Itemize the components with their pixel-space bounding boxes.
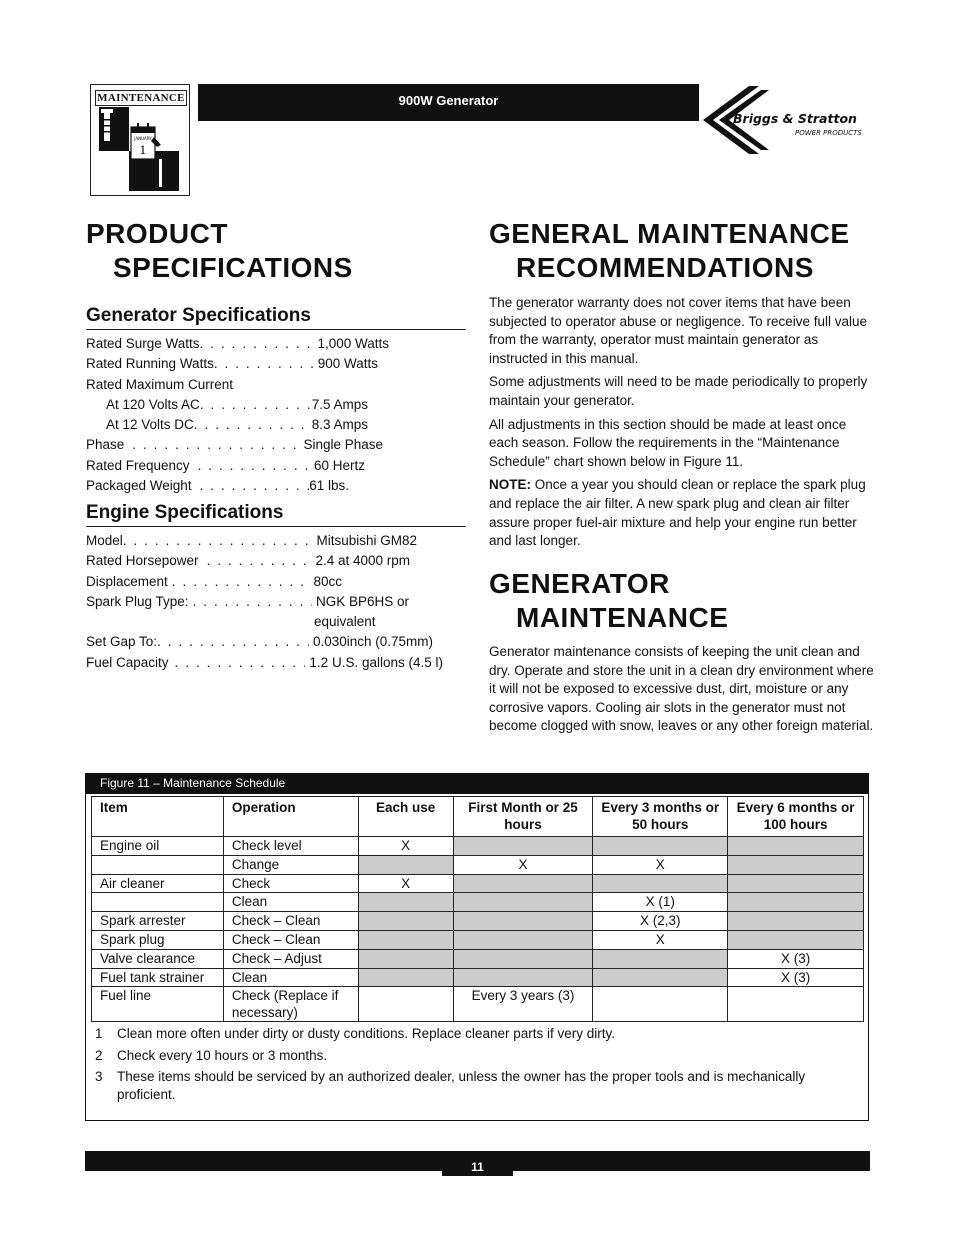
table-row [92,893,864,912]
table-row [92,949,864,968]
operation-cell: Clean [223,968,358,987]
generator-maintenance-heading: GENERATOR MAINTENANCE [489,568,729,633]
interval-cell [358,968,453,987]
maintenance-schedule-table [91,796,864,1022]
table-row [92,930,864,949]
interval-cell [453,893,593,912]
footnote: 2 Check every 10 hours or 3 months. [95,1047,328,1063]
item-cell: Spark plug [92,930,224,949]
table-row [92,837,864,856]
engine-specifications-heading: Engine Specifications [86,502,284,523]
maintenance-icon [90,84,190,196]
svg-text:JANUARY: JANUARY [134,136,152,141]
spec-row: Set Gap To: . . . 0.030inch (0.75mm) [86,632,433,652]
spec-row: At 12 Volts DC . . . 8.3 Amps [86,415,368,435]
interval-cell [453,968,593,987]
interval-cell [728,930,864,949]
interval-cell [593,949,728,968]
paragraph: Some adjustments will need to be made periodically to properly maintain your generator. [489,374,868,408]
page-number: 11 [442,1151,513,1176]
interval-cell [728,874,864,893]
generator-maintenance-text [489,643,874,741]
interval-cell: X [358,837,453,856]
interval-cell [453,930,593,949]
table-row [92,912,864,931]
svg-text:1: 1 [139,144,147,157]
interval-cell [728,987,864,1022]
note-label: NOTE: [489,477,531,493]
item-cell: Engine oil [92,837,224,856]
interval-cell [358,893,453,912]
interval-cell [453,837,593,856]
paragraph: The generator warranty does not cover items that have been subjected to operator abuse or negligence. To receive full value from the warranty, operator must maintain generator as instructed in this manual. [489,295,867,366]
document-title-bar: 900W Generator [198,84,699,121]
interval-cell: X [593,930,728,949]
generator-specifications-heading: Generator Specifications [86,305,311,326]
general-maintenance-heading: GENERAL MAINTENANCE RECOMMENDATIONS [489,218,850,283]
operation-cell: Clean [223,893,358,912]
interval-cell: X [358,874,453,893]
item-cell: Air cleaner [92,874,224,893]
interval-cell: X (3) [728,968,864,987]
spec-row: equivalent [314,614,376,630]
engine-specs-list [86,531,458,673]
paragraph: Generator maintenance consists of keeping the unit clean and dry. Operate and store the unit in a clean dry environment where it will not be exposed to excessive dust, dirt, moisture or any corrosive vapors. Cooling air slots in the generator must not become clogged with snow, leaves or any other foreign material. [489,644,874,734]
divider [86,329,466,330]
interval-cell [728,855,864,874]
interval-cell: X (1) [593,893,728,912]
item-cell [92,893,224,912]
general-maintenance-text [489,294,874,556]
spec-row: Packaged Weight . . . 61 lbs. [86,476,349,496]
operation-cell: Check level [223,837,358,856]
column-header: Item [92,797,224,837]
spec-row: Rated Surge Watts . . . 1,000 Watts [86,334,389,354]
spec-row: Fuel Capacity . . . 1.2 U.S. gallons (4.5 l) [86,653,443,673]
table-header-row [92,797,864,837]
interval-cell: X (3) [728,949,864,968]
interval-cell [728,912,864,931]
operation-cell: Change [223,855,358,874]
interval-cell [358,855,453,874]
interval-cell [728,893,864,912]
svg-text:POWER PRODUCTS: POWER PRODUCTS [795,129,862,137]
interval-cell: X [593,855,728,874]
interval-cell [728,837,864,856]
product-specifications-heading: PRODUCT SPECIFICATIONS [86,218,353,283]
interval-cell [453,874,593,893]
table-row [92,855,864,874]
spec-row: Spark Plug Type: . . . NGK BP6HS or [86,592,409,612]
schedule-notes [95,1025,855,1107]
column-header: First Month or 25 hours [453,797,593,837]
interval-cell [453,912,593,931]
interval-cell [593,837,728,856]
interval-cell [593,968,728,987]
note-paragraph [489,476,874,550]
table-row [92,968,864,987]
operation-cell: Check [223,874,358,893]
operation-cell: Check – Adjust [223,949,358,968]
column-header: Every 3 months or 50 hours [593,797,728,837]
interval-cell [358,987,453,1022]
spec-row: At 120 Volts AC . . . 7.5 Amps [86,395,368,415]
item-cell: Spark arrester [92,912,224,931]
svg-text:Briggs & Stratton: Briggs & Stratton [733,111,857,126]
note-text: Once a year you should clean or replace the spark plug and replace the air filter. A new spark plug and clean air filter assure proper fuel-air mixture and help your engine run better and last longer. [489,477,866,549]
spec-row: Displacement . . . 80cc [86,572,342,592]
footnote: 3 These items should be serviced by an authorized dealer, unless the owner has the proper tools and is mechanically proficient. [95,1069,806,1102]
paragraph: All adjustments in this section should be made at least once each season. Follow the requirements in the “Maintenance Schedule” chart shown below in Figure 11. [489,416,847,469]
interval-cell [593,874,728,893]
item-cell: Fuel line [92,987,224,1022]
spec-row: Phase . . . Single Phase [86,435,383,455]
column-header: Each use [358,797,453,837]
divider [86,526,466,527]
spec-row: Rated Horsepower . . . 2.4 at 4000 rpm [86,551,410,571]
interval-cell [358,930,453,949]
interval-cell: Every 3 years (3) [453,987,593,1022]
operation-cell: Check – Clean [223,912,358,931]
column-header: Operation [223,797,358,837]
wrench-calendar-icon [91,85,189,195]
spec-row: Model . . . Mitsubishi GM82 [86,531,417,551]
operation-cell: Check (Replace if necessary) [223,987,358,1022]
generator-specs-list [86,334,396,496]
briggs-stratton-logo [699,84,869,156]
interval-cell: X [453,855,593,874]
spec-row: Rated Frequency . . . 60 Hertz [86,456,365,476]
item-cell: Valve clearance [92,949,224,968]
interval-cell [358,949,453,968]
table-row [92,874,864,893]
figure-caption: Figure 11 – Maintenance Schedule [85,773,869,794]
item-cell: Fuel tank strainer [92,968,224,987]
operation-cell: Check – Clean [223,930,358,949]
spec-row: Rated Running Watts . . . 900 Watts [86,354,378,374]
interval-cell [593,987,728,1022]
interval-cell: X (2,3) [593,912,728,931]
maintenance-label: MAINTENANCE [95,90,187,106]
table-row [92,987,864,1022]
interval-cell [358,912,453,931]
footnote: 1 Clean more often under dirty or dusty conditions. Replace cleaner parts if very dirty. [95,1026,615,1041]
interval-cell [453,949,593,968]
spec-row: Rated Maximum Current [86,376,234,392]
item-cell [92,855,224,874]
column-header: Every 6 months or 100 hours [728,797,864,837]
